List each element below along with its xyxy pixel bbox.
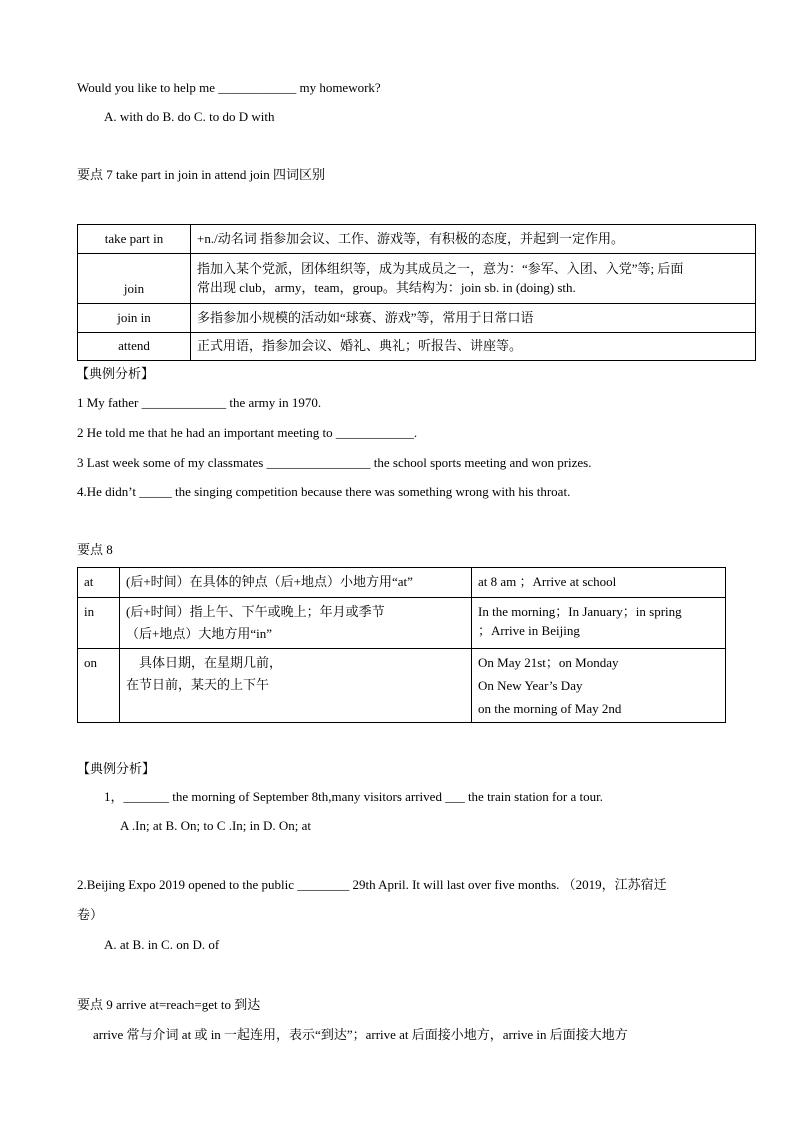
table-cell-example: at 8 am ；Arrive at school	[472, 568, 726, 598]
table-cell-prep: at	[78, 568, 120, 598]
preposition-table-point8	[77, 567, 726, 723]
table-row	[78, 225, 756, 254]
table-cell-rule: 具体日期，在星期几前， 在节日前，某天的上下午	[120, 649, 472, 723]
example-item: 4.He didn’t _____ the singing competition because there was something wrong with his throat.	[77, 484, 571, 499]
table-cell-desc: 多指参加小规模的活动如“球赛、游戏”等，常用于日常口语	[191, 304, 756, 333]
table-row	[78, 254, 756, 304]
comparison-table-point7	[77, 224, 756, 361]
question-options: A. at B. in C. on D. of	[104, 937, 220, 952]
table-cell-example: In the morning；In January；in spring ；Arrive in Beijing	[472, 598, 726, 649]
table-cell-desc: 正式用语，指参加会议、婚礼、典礼；听报告、讲座等。	[191, 333, 756, 361]
table-row	[78, 333, 756, 361]
table-cell-rule: (后+时间）指上午、下午或晚上；年月或季节 （后+地点）大地方用“in”	[120, 598, 472, 649]
table-row	[78, 568, 726, 598]
example-item: 1 My father _____________ the army in 1970.	[77, 395, 322, 410]
table-cell-desc: 指加入某个党派，团体组织等，成为其成员之一，意为：“参军、入团、入党”等; 后面 常出现 club，army，team，group。其结构为：join sb. in (doing) sth.	[191, 254, 756, 304]
example-item: 3 Last week some of my classmates ________________ the school sports meeting and won prizes.	[77, 455, 592, 470]
table-row	[78, 649, 726, 723]
table-cell-word: join in	[78, 304, 191, 333]
question-stem: 2.Beijing Expo 2019 opened to the public ________ 29th April. It will last over five months. （2019，江苏宿迁	[77, 877, 667, 892]
question-options: A. with do B. do C. to do D with	[104, 109, 275, 124]
table-cell-rule: (后+时间）在具体的钟点（后+地点）小地方用“at”	[120, 568, 472, 598]
question-stem: 1，_______ the morning of September 8th,many visitors arrived ___ the train station for a tour.	[104, 789, 603, 804]
table-cell-word: join	[78, 254, 191, 304]
question-stem: Would you like to help me ____________ my homework?	[77, 80, 381, 95]
example-item: 2 He told me that he had an important meeting to ____________.	[77, 425, 418, 440]
table-row	[78, 304, 756, 333]
table-cell-word: attend	[78, 333, 191, 361]
section-text-point9: arrive 常与介词 at 或 in 一起连用，表示“到达”；arrive at 后面接小地方，arrive in 后面接大地方	[93, 1027, 628, 1042]
table-cell-prep: in	[78, 598, 120, 649]
question-stem-cont: 卷）	[77, 907, 104, 922]
example-title: 【典例分析】	[76, 366, 155, 381]
section-heading-point8: 要点 8	[77, 542, 113, 557]
example-title: 【典例分析】	[77, 761, 156, 776]
table-cell-prep: on	[78, 649, 120, 723]
table-cell-word: take part in	[78, 225, 191, 254]
table-cell-desc: +n./动名词 指参加会议、工作、游戏等，有积极的态度，并起到一定作用。	[191, 225, 756, 254]
section-heading-point7: 要点 7 take part in join in attend join 四词区别	[77, 167, 326, 182]
table-row	[78, 598, 726, 649]
section-heading-point9: 要点 9 arrive at=reach=get to 到达	[77, 997, 261, 1012]
question-options: A .In; at B. On; to C .In; in D. On; at	[120, 818, 312, 833]
table-cell-example: On May 21st；on Monday On New Year’s Day on the morning of May 2nd	[472, 649, 726, 723]
